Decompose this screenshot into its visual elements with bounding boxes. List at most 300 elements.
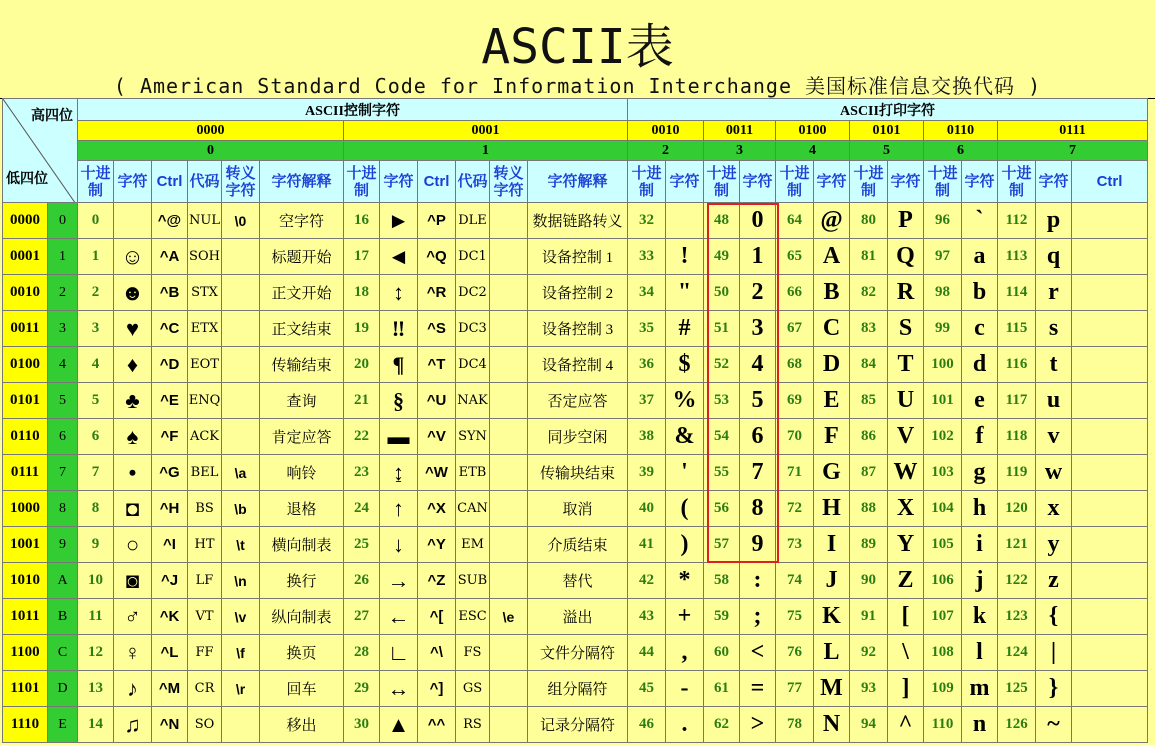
control-decimal: 3 bbox=[78, 311, 114, 347]
print-char: J bbox=[814, 563, 850, 599]
row-hex-label: 0 bbox=[48, 203, 78, 239]
control-glyph: ☺ bbox=[114, 239, 152, 275]
control-ctrl-key: ^X bbox=[418, 491, 456, 527]
print-char: = bbox=[740, 671, 776, 707]
control-glyph: ↕ bbox=[380, 275, 418, 311]
control-escape bbox=[222, 311, 260, 347]
print-char: L bbox=[814, 635, 850, 671]
control-ctrl-key: ^A bbox=[152, 239, 188, 275]
print-decimal: 66 bbox=[776, 275, 814, 311]
print-decimal: 64 bbox=[776, 203, 814, 239]
print-char: n bbox=[962, 707, 998, 743]
print-char: I bbox=[814, 527, 850, 563]
row-binary-label: 0001 bbox=[3, 239, 48, 275]
print-decimal: 94 bbox=[850, 707, 888, 743]
print-decimal: 77 bbox=[776, 671, 814, 707]
control-description: 纵向制表 bbox=[260, 599, 344, 635]
print-decimal: 48 bbox=[704, 203, 740, 239]
print-decimal: 46 bbox=[628, 707, 666, 743]
control-glyph: ♪ bbox=[114, 671, 152, 707]
control-code: SOH bbox=[188, 239, 222, 275]
control-glyph: ¶ bbox=[380, 347, 418, 383]
control-ctrl-key: ^@ bbox=[152, 203, 188, 239]
row-binary-label: 1010 bbox=[3, 563, 48, 599]
control-description: 介质结束 bbox=[528, 527, 628, 563]
control-escape bbox=[490, 311, 528, 347]
print-decimal: 58 bbox=[704, 563, 740, 599]
row-hex-label: C bbox=[48, 635, 78, 671]
control-glyph: ↓ bbox=[380, 527, 418, 563]
ctrl-column-cell bbox=[1072, 491, 1148, 527]
print-decimal: 116 bbox=[998, 347, 1036, 383]
control-escape bbox=[490, 383, 528, 419]
control-description: 空字符 bbox=[260, 203, 344, 239]
control-decimal: 8 bbox=[78, 491, 114, 527]
col-header-esc: 转义字符 bbox=[490, 161, 528, 203]
print-decimal: 44 bbox=[628, 635, 666, 671]
control-glyph: ○ bbox=[114, 527, 152, 563]
control-glyph: ▲ bbox=[380, 707, 418, 743]
print-decimal: 76 bbox=[776, 635, 814, 671]
print-decimal: 119 bbox=[998, 455, 1036, 491]
col-header-desc: 字符解释 bbox=[528, 161, 628, 203]
row-binary-label: 0101 bbox=[3, 383, 48, 419]
print-decimal: 84 bbox=[850, 347, 888, 383]
control-code: ESC bbox=[456, 599, 490, 635]
control-ctrl-key: ^\ bbox=[418, 635, 456, 671]
control-escape bbox=[490, 563, 528, 599]
print-char: ) bbox=[666, 527, 704, 563]
print-char: X bbox=[888, 491, 924, 527]
control-ctrl-key: ^P bbox=[418, 203, 456, 239]
ctrl-column-cell bbox=[1072, 419, 1148, 455]
row-binary-label: 0100 bbox=[3, 347, 48, 383]
print-char: t bbox=[1036, 347, 1072, 383]
control-decimal: 29 bbox=[344, 671, 380, 707]
control-code: CAN bbox=[456, 491, 490, 527]
control-escape: \f bbox=[222, 635, 260, 671]
print-char: q bbox=[1036, 239, 1072, 275]
print-decimal: 122 bbox=[998, 563, 1036, 599]
print-decimal: 125 bbox=[998, 671, 1036, 707]
control-description: 取消 bbox=[528, 491, 628, 527]
control-escape bbox=[490, 671, 528, 707]
print-char: i bbox=[962, 527, 998, 563]
col-header-desc: 字符解释 bbox=[260, 161, 344, 203]
print-char: M bbox=[814, 671, 850, 707]
control-escape bbox=[222, 707, 260, 743]
col-header-dec: 十进制 bbox=[344, 161, 380, 203]
print-char: V bbox=[888, 419, 924, 455]
high-bits-4: 0100 bbox=[776, 121, 850, 141]
row-binary-label: 1100 bbox=[3, 635, 48, 671]
col-header-ctrl: Ctrl bbox=[418, 161, 456, 203]
print-group-header: ASCII打印字符 bbox=[628, 99, 1148, 121]
print-char: T bbox=[888, 347, 924, 383]
print-char: ` bbox=[962, 203, 998, 239]
control-group-header: ASCII控制字符 bbox=[78, 99, 628, 121]
print-char: : bbox=[740, 563, 776, 599]
row-hex-label: 3 bbox=[48, 311, 78, 347]
control-escape: \e bbox=[490, 599, 528, 635]
print-decimal: 34 bbox=[628, 275, 666, 311]
title-area bbox=[0, 0, 1155, 99]
control-glyph: ▬ bbox=[380, 419, 418, 455]
control-ctrl-key: ^] bbox=[418, 671, 456, 707]
control-code: BS bbox=[188, 491, 222, 527]
control-description: 数据链路转义 bbox=[528, 203, 628, 239]
control-description: 肯定应答 bbox=[260, 419, 344, 455]
print-char: 6 bbox=[740, 419, 776, 455]
control-decimal: 6 bbox=[78, 419, 114, 455]
print-decimal: 103 bbox=[924, 455, 962, 491]
control-glyph: ◙ bbox=[114, 563, 152, 599]
print-char: E bbox=[814, 383, 850, 419]
high-bits-5: 0101 bbox=[850, 121, 924, 141]
col-header-dec: 十进制 bbox=[924, 161, 962, 203]
print-char: 7 bbox=[740, 455, 776, 491]
control-decimal: 4 bbox=[78, 347, 114, 383]
ctrl-column-cell bbox=[1072, 599, 1148, 635]
control-glyph: ♦ bbox=[114, 347, 152, 383]
row-hex-label: 8 bbox=[48, 491, 78, 527]
col-header-char: 字符 bbox=[888, 161, 924, 203]
row-binary-label: 1011 bbox=[3, 599, 48, 635]
print-char: 4 bbox=[740, 347, 776, 383]
col-header-char: 字符 bbox=[380, 161, 418, 203]
row-binary-label: 1101 bbox=[3, 671, 48, 707]
print-decimal: 72 bbox=[776, 491, 814, 527]
print-char: p bbox=[1036, 203, 1072, 239]
control-code: VT bbox=[188, 599, 222, 635]
control-decimal: 1 bbox=[78, 239, 114, 275]
control-decimal: 20 bbox=[344, 347, 380, 383]
print-char: $ bbox=[666, 347, 704, 383]
ctrl-column-cell bbox=[1072, 275, 1148, 311]
table-row bbox=[3, 347, 1148, 383]
control-glyph: § bbox=[380, 383, 418, 419]
control-glyph: ← bbox=[380, 599, 418, 635]
control-glyph: ♥ bbox=[114, 311, 152, 347]
control-decimal: 19 bbox=[344, 311, 380, 347]
print-char: l bbox=[962, 635, 998, 671]
print-decimal: 96 bbox=[924, 203, 962, 239]
control-ctrl-key: ^C bbox=[152, 311, 188, 347]
col-header-char: 字符 bbox=[1036, 161, 1072, 203]
control-ctrl-key: ^M bbox=[152, 671, 188, 707]
ctrl-column-cell bbox=[1072, 311, 1148, 347]
control-description: 记录分隔符 bbox=[528, 707, 628, 743]
print-decimal: 67 bbox=[776, 311, 814, 347]
control-decimal: 26 bbox=[344, 563, 380, 599]
control-escape bbox=[490, 347, 528, 383]
control-description: 响铃 bbox=[260, 455, 344, 491]
col-header-char: 字符 bbox=[666, 161, 704, 203]
row-hex-label: D bbox=[48, 671, 78, 707]
control-escape: \r bbox=[222, 671, 260, 707]
print-decimal: 93 bbox=[850, 671, 888, 707]
control-ctrl-key: ^[ bbox=[418, 599, 456, 635]
table-row bbox=[3, 671, 1148, 707]
table-row bbox=[3, 563, 1148, 599]
corner-header bbox=[3, 99, 78, 203]
control-code: ENQ bbox=[188, 383, 222, 419]
print-char: y bbox=[1036, 527, 1072, 563]
control-description: 传输块结束 bbox=[528, 455, 628, 491]
control-description: 移出 bbox=[260, 707, 344, 743]
print-char: f bbox=[962, 419, 998, 455]
print-decimal: 112 bbox=[998, 203, 1036, 239]
control-ctrl-key: ^G bbox=[152, 455, 188, 491]
col-header-ctrl: Ctrl bbox=[152, 161, 188, 203]
control-description: 换页 bbox=[260, 635, 344, 671]
table-row bbox=[3, 635, 1148, 671]
print-char: # bbox=[666, 311, 704, 347]
print-char: j bbox=[962, 563, 998, 599]
control-escape bbox=[490, 203, 528, 239]
row-binary-label: 0110 bbox=[3, 419, 48, 455]
print-decimal: 82 bbox=[850, 275, 888, 311]
print-char: * bbox=[666, 563, 704, 599]
print-decimal: 92 bbox=[850, 635, 888, 671]
control-code: STX bbox=[188, 275, 222, 311]
print-decimal: 62 bbox=[704, 707, 740, 743]
print-char: " bbox=[666, 275, 704, 311]
print-decimal: 32 bbox=[628, 203, 666, 239]
control-escape bbox=[490, 419, 528, 455]
print-char: C bbox=[814, 311, 850, 347]
print-decimal: 91 bbox=[850, 599, 888, 635]
print-char: + bbox=[666, 599, 704, 635]
print-char: W bbox=[888, 455, 924, 491]
print-decimal: 40 bbox=[628, 491, 666, 527]
control-ctrl-key: ^H bbox=[152, 491, 188, 527]
control-glyph: ↔ bbox=[380, 671, 418, 707]
control-glyph: ♣ bbox=[114, 383, 152, 419]
table-row bbox=[3, 383, 1148, 419]
control-code: SUB bbox=[456, 563, 490, 599]
print-char: ^ bbox=[888, 707, 924, 743]
control-ctrl-key: ^K bbox=[152, 599, 188, 635]
print-char: w bbox=[1036, 455, 1072, 491]
control-decimal: 11 bbox=[78, 599, 114, 635]
control-glyph bbox=[114, 203, 152, 239]
control-description: 退格 bbox=[260, 491, 344, 527]
high-bits-6: 0110 bbox=[924, 121, 998, 141]
print-char bbox=[666, 203, 704, 239]
high-hex-5: 5 bbox=[850, 141, 924, 161]
row-hex-label: 9 bbox=[48, 527, 78, 563]
control-code: NUL bbox=[188, 203, 222, 239]
print-char: v bbox=[1036, 419, 1072, 455]
print-char: > bbox=[740, 707, 776, 743]
print-char: 1 bbox=[740, 239, 776, 275]
col-header-char: 字符 bbox=[740, 161, 776, 203]
table-row bbox=[3, 239, 1148, 275]
control-code: EM bbox=[456, 527, 490, 563]
print-decimal: 70 bbox=[776, 419, 814, 455]
control-description: 横向制表 bbox=[260, 527, 344, 563]
col-header-dec: 十进制 bbox=[776, 161, 814, 203]
control-glyph: ☻ bbox=[114, 275, 152, 311]
col-header-esc: 转义字符 bbox=[222, 161, 260, 203]
print-char: G bbox=[814, 455, 850, 491]
control-code: DLE bbox=[456, 203, 490, 239]
control-description: 同步空闲 bbox=[528, 419, 628, 455]
table-row bbox=[3, 203, 1148, 239]
print-decimal: 78 bbox=[776, 707, 814, 743]
ctrl-column-cell bbox=[1072, 527, 1148, 563]
control-code: SO bbox=[188, 707, 222, 743]
control-glyph: ♀ bbox=[114, 635, 152, 671]
control-escape: \v bbox=[222, 599, 260, 635]
print-decimal: 88 bbox=[850, 491, 888, 527]
control-glyph: ‼ bbox=[380, 311, 418, 347]
print-decimal: 83 bbox=[850, 311, 888, 347]
print-char: 3 bbox=[740, 311, 776, 347]
high-bits-2: 0010 bbox=[628, 121, 704, 141]
control-code: BEL bbox=[188, 455, 222, 491]
print-char: { bbox=[1036, 599, 1072, 635]
ctrl-column-cell bbox=[1072, 671, 1148, 707]
col-header-ctrl: Ctrl bbox=[1072, 161, 1148, 203]
control-description: 回车 bbox=[260, 671, 344, 707]
row-hex-label: 6 bbox=[48, 419, 78, 455]
print-char: D bbox=[814, 347, 850, 383]
print-char: K bbox=[814, 599, 850, 635]
print-char: \ bbox=[888, 635, 924, 671]
high-hex-4: 4 bbox=[776, 141, 850, 161]
print-char: k bbox=[962, 599, 998, 635]
print-char: % bbox=[666, 383, 704, 419]
control-decimal: 14 bbox=[78, 707, 114, 743]
print-char: 9 bbox=[740, 527, 776, 563]
control-description: 设备控制 2 bbox=[528, 275, 628, 311]
ctrl-column-cell bbox=[1072, 203, 1148, 239]
print-decimal: 123 bbox=[998, 599, 1036, 635]
control-ctrl-key: ^E bbox=[152, 383, 188, 419]
print-char: < bbox=[740, 635, 776, 671]
table-row bbox=[3, 419, 1148, 455]
print-decimal: 87 bbox=[850, 455, 888, 491]
control-glyph: ◄ bbox=[380, 239, 418, 275]
control-description: 正文结束 bbox=[260, 311, 344, 347]
row-hex-label: 5 bbox=[48, 383, 78, 419]
print-decimal: 105 bbox=[924, 527, 962, 563]
high-hex-2: 2 bbox=[628, 141, 704, 161]
control-escape bbox=[490, 239, 528, 275]
print-char: ] bbox=[888, 671, 924, 707]
control-decimal: 21 bbox=[344, 383, 380, 419]
col-header-code: 代码 bbox=[456, 161, 490, 203]
print-char: 0 bbox=[740, 203, 776, 239]
control-description: 替代 bbox=[528, 563, 628, 599]
control-escape: \t bbox=[222, 527, 260, 563]
print-char: r bbox=[1036, 275, 1072, 311]
control-description: 标题开始 bbox=[260, 239, 344, 275]
print-char: ~ bbox=[1036, 707, 1072, 743]
print-decimal: 38 bbox=[628, 419, 666, 455]
print-char: @ bbox=[814, 203, 850, 239]
print-decimal: 56 bbox=[704, 491, 740, 527]
control-code: GS bbox=[456, 671, 490, 707]
print-char: ! bbox=[666, 239, 704, 275]
col-header-code: 代码 bbox=[188, 161, 222, 203]
high-bits-3: 0011 bbox=[704, 121, 776, 141]
print-char: 2 bbox=[740, 275, 776, 311]
print-char: 8 bbox=[740, 491, 776, 527]
print-char: A bbox=[814, 239, 850, 275]
control-code: ACK bbox=[188, 419, 222, 455]
print-decimal: 90 bbox=[850, 563, 888, 599]
high-bits-label: 高四位 bbox=[31, 109, 73, 124]
print-char: m bbox=[962, 671, 998, 707]
print-char: | bbox=[1036, 635, 1072, 671]
control-code: DC1 bbox=[456, 239, 490, 275]
control-glyph: ↨ bbox=[380, 455, 418, 491]
control-escape: \0 bbox=[222, 203, 260, 239]
high-hex-0: 0 bbox=[78, 141, 344, 161]
print-char: x bbox=[1036, 491, 1072, 527]
col-header-dec: 十进制 bbox=[628, 161, 666, 203]
print-decimal: 37 bbox=[628, 383, 666, 419]
control-ctrl-key: ^T bbox=[418, 347, 456, 383]
control-code: ETB bbox=[456, 455, 490, 491]
low-bits-label: 低四位 bbox=[6, 172, 48, 187]
print-decimal: 106 bbox=[924, 563, 962, 599]
col-header-dec: 十进制 bbox=[850, 161, 888, 203]
print-char: N bbox=[814, 707, 850, 743]
print-decimal: 50 bbox=[704, 275, 740, 311]
control-decimal: 17 bbox=[344, 239, 380, 275]
print-char: b bbox=[962, 275, 998, 311]
print-char: Q bbox=[888, 239, 924, 275]
control-escape bbox=[222, 347, 260, 383]
control-code: EOT bbox=[188, 347, 222, 383]
print-decimal: 73 bbox=[776, 527, 814, 563]
print-decimal: 49 bbox=[704, 239, 740, 275]
control-glyph: ♂ bbox=[114, 599, 152, 635]
control-decimal: 30 bbox=[344, 707, 380, 743]
control-decimal: 27 bbox=[344, 599, 380, 635]
print-decimal: 117 bbox=[998, 383, 1036, 419]
control-decimal: 9 bbox=[78, 527, 114, 563]
print-char: ; bbox=[740, 599, 776, 635]
control-description: 正文开始 bbox=[260, 275, 344, 311]
print-decimal: 108 bbox=[924, 635, 962, 671]
print-decimal: 54 bbox=[704, 419, 740, 455]
row-binary-label: 1110 bbox=[3, 707, 48, 743]
row-binary-label: 0111 bbox=[3, 455, 48, 491]
control-escape bbox=[222, 275, 260, 311]
control-escape bbox=[490, 491, 528, 527]
table-row bbox=[3, 455, 1148, 491]
print-decimal: 35 bbox=[628, 311, 666, 347]
row-hex-label: 1 bbox=[48, 239, 78, 275]
control-decimal: 22 bbox=[344, 419, 380, 455]
control-glyph: • bbox=[114, 455, 152, 491]
print-char: P bbox=[888, 203, 924, 239]
print-decimal: 71 bbox=[776, 455, 814, 491]
ctrl-column-cell bbox=[1072, 347, 1148, 383]
col-header-char: 字符 bbox=[814, 161, 850, 203]
control-glyph: ◘ bbox=[114, 491, 152, 527]
table-row bbox=[3, 275, 1148, 311]
control-code: HT bbox=[188, 527, 222, 563]
print-decimal: 99 bbox=[924, 311, 962, 347]
row-binary-label: 1001 bbox=[3, 527, 48, 563]
high-hex-7: 7 bbox=[998, 141, 1148, 161]
